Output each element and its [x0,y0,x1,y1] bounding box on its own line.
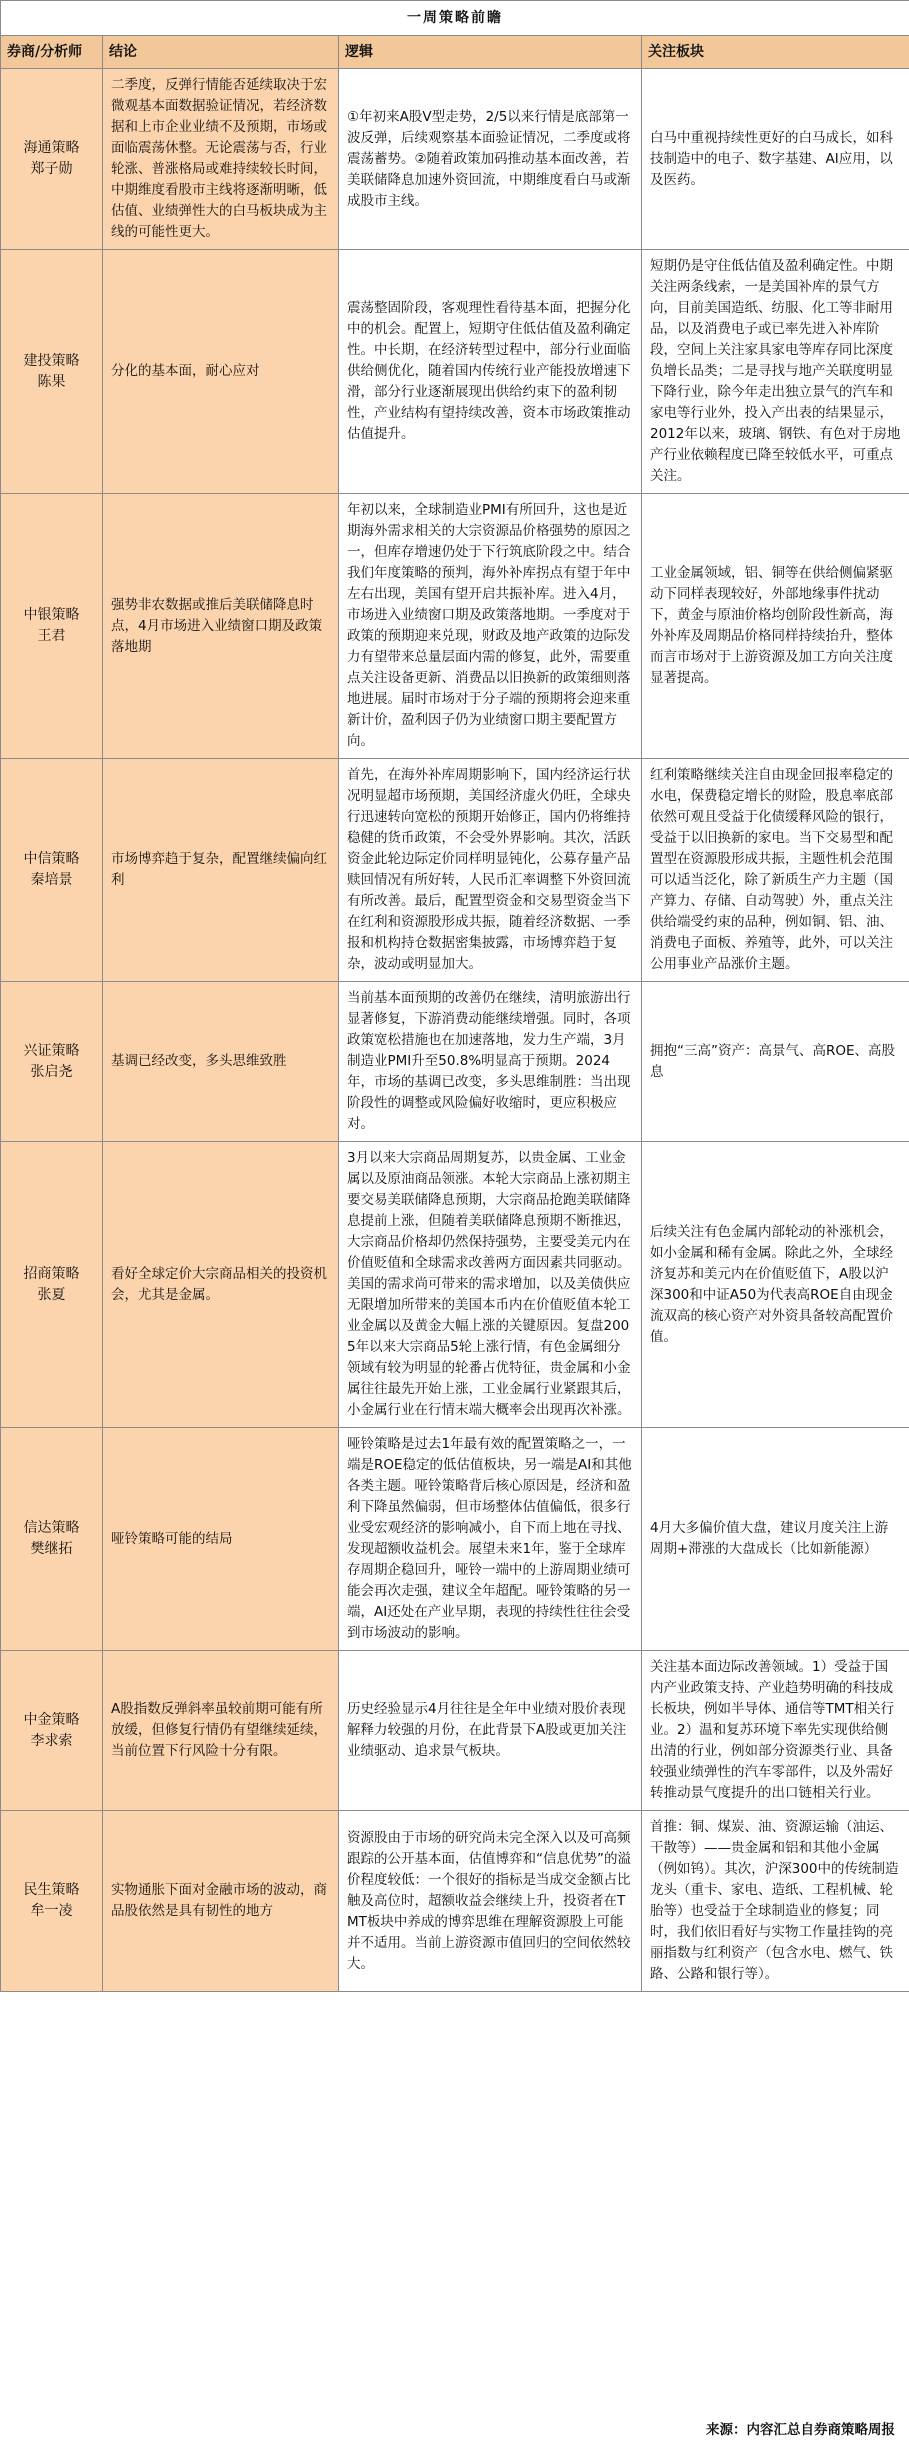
table-row [1,1142,909,1428]
conclusion-cell: A股指数反弹斜率虽较前期可能有所放缓，但修复行情仍有望继续延续，当前位置下行风险十分有限。 [103,1651,339,1811]
table-row [1,494,909,759]
broker-name: 建投策略 [23,352,80,369]
logic-cell: 3月以来大宗商品周期复苏，以贵金属、工业金属以及原油商品领涨。本轮大宗商品上涨初期主要交易美联储降息预期，大宗商品抢跑美联储降息提前上涨，但随着美联储降息预期不断推迟，大宗商品价格却仍然保持强势，主要受美元内在价值贬值和全球需求改善两方面因素共同驱动。美国的需求尚可带来的需求增加，以及美债供应无限增加所带来的美国本币内在价值贬值本轮工业金属以及黄金大幅上涨的关键原因。复盘2005年以来大宗商品5轮上涨行情，有色金属细分领域有较为明显的轮番占优特征，贵金属和小金属往往最先开始上涨，工业金属行业紧跟其后，小金属行业在行情末端大概率会出现再次补涨。 [339,1142,642,1428]
broker-cell [1,1811,103,1992]
table-title: 一周策略前瞻 [1,1,909,36]
analyst-name: 陈果 [37,373,66,390]
broker-cell [1,250,103,494]
header-logic: 逻辑 [339,36,642,69]
sectors-cell: 4月大多偏价值大盘，建议月度关注上游周期+滞涨的大盘成长（比如新能源） [642,1428,909,1651]
header-conclusion: 结论 [103,36,339,69]
logic-cell: ①年初来A股V型走势，2/5以来行情是底部第一波反弹，后续观察基本面验证情况，二季度或将震荡蓄势。②随着政策加码推动基本面改善，若美联储降息加速外资回流，中期维度看白马或渐成股市主线。 [339,69,642,250]
broker-name: 中金策略 [23,1711,80,1728]
table-row [1,1811,909,1992]
broker-name: 中银策略 [23,607,80,623]
table-header-row [1,36,909,69]
logic-cell: 当前基本面预期的改善仍在继续，清明旅游出行显著修复，下游消费动能继续增强。同时，各项政策宽松措施也在加速落地，发力生产端，3月制造业PMI升至50.8%明显高于预期。2024年，市场的基调已改变，多头思维制胜：当出现阶段性的调整或风险偏好收缩时，更应积极应对。 [339,982,642,1142]
logic-cell: 震荡整固阶段，客观理性看待基本面，把握分化中的机会。配置上，短期守住低估值及盈利确定性。中长期，在经济转型过程中，部分行业面临供给侧优化，随着国内传统行业产能投放增速下滑，部分行业逐渐展现出供给约束下的盈利韧性，产业结构有望持续改善，资本市场政策推动估值提升。 [339,250,642,494]
sectors-cell: 首推：铜、煤炭、油、资源运输（油运、干散等）——贵金属和铝和其他小金属（例如钨）。其次，沪深300中的传统制造龙头（重卡、家电、造纸、工程机械、轮胎等）也受益于全球制造业的修复；同时，我们依旧看好与实物工作量挂钩的亮丽指数与红利资产（包含水电、燃气、铁路、公路和银行等）。 [642,1811,909,1992]
broker-name: 海通策略 [23,140,80,156]
sectors-cell: 关注基本面边际改善领域。1）受益于国内产业政策支持、产业趋势明确的科技成长板块，例如半导体、通信等TMT相关行业。2）温和复苏环境下率先实现供给侧出清的行业，例如部分资源类行业、具备较强业绩弹性的汽车零部件，以及外需好转推动景气度提升的出口链相关行业。 [642,1651,909,1811]
table-title-row [1,1,909,36]
sectors-cell: 短期仍是守住低估值及盈利确定性。中期关注两条线索，一是美国补库的景气方向，目前美国造纸、纺服、化工等非耐用品，以及消费电子或已率先进入补库阶段，空间上关注家具家电等库存同比深度负增长品类；二是寻找与地产关联度明显下降行业，除今年走出独立景气的汽车和家电等行业外，投入产出表的结果显示，2012年以来，玻璃、钢铁、有色对于房地产行业依赖程度已降至较低水平，可重点关注。 [642,250,909,494]
broker-cell [1,759,103,982]
analyst-name: 牟一凌 [30,1903,73,1919]
broker-name: 招商策略 [23,1265,80,1282]
logic-cell: 历史经验显示4月往往是全年中业绩对股价表现解释力较强的月份，在此背景下A股或更加关注业绩驱动、追求景气板块。 [339,1651,642,1811]
analyst-name: 樊继拓 [30,1541,73,1557]
sectors-cell: 后续关注有色金属内部轮动的补涨机会，如小金属和稀有金属。除此之外，全球经济复苏和美元内在价值贬值下，A股以沪深300和中证A50为代表高ROE自由现金流双高的核心资产对外资具备较高配置价值。 [642,1142,909,1428]
table-row [1,1651,909,1811]
logic-cell: 哑铃策略是过去1年最有效的配置策略之一，一端是ROE稳定的低估值板块，另一端是AI和其他各类主题。哑铃策略背后核心原因是，经济和盈利下降虽然偏弱，但市场整体估值偏低，很多行业受宏观经济的影响减小，自下而上地在寻找、发现超额收益机会。展望未来1年，鉴于全球库存周期企稳回升，哑铃一端中的上游周期业绩可能会再次走强，建议全年超配。哑铃策略的另一端，AI还处在产业早期，表现的持续性往往会受到市场波动的影响。 [339,1428,642,1651]
header-sectors: 关注板块 [642,36,909,69]
conclusion-cell: 看好全球定价大宗商品相关的投资机会，尤其是金属。 [103,1142,339,1428]
table-row [1,759,909,982]
conclusion-cell: 分化的基本面，耐心应对 [103,250,339,494]
broker-name: 中信策略 [23,851,80,867]
conclusion-cell: 基调已经改变，多头思维致胜 [103,982,339,1142]
table-row [1,982,909,1142]
sectors-cell: 红利策略继续关注自由现金回报率稳定的水电，保费稳定增长的财险，股息率底部依然可观且受益于化债缓释风险的银行，受益于以旧换新的家电。当下交易型和配置型在资源股形成共振，主题性机会范围可以适当泛化，除了新质生产力主题（国产算力、存储、自动驾驶）外，重点关注供给端受约束的品种，例如铜、铝、油、消费电子面板、养殖等，此外，可以关注公用事业产品涨价主题。 [642,759,909,982]
logic-cell: 首先，在海外补库周期影响下，国内经济运行状况明显超市场预期，美国经济虚火仍旺，全球央行迅速转向宽松的预期开始修正，国内仍将维持稳健的货币政策，不会受外界影响。其次，活跃资金此轮边际定价同样明显钝化，公募存量产品赎回情况有所好转，人民币汇率调整下外资回流有所改善。最后，配置型资金和交易型资金当下在红利和资源股形成共振，随着经济数据、一季报和机构持仓数据密集披露，市场博弈趋于复杂，波动或明显加大。 [339,759,642,982]
sectors-cell: 工业金属领域，铝、铜等在供给侧偏紧驱动下同样表现较好，外部地缘事件扰动下，黄金与原油价格均创阶段性新高，海外补库及周期品价格同样持续抬升，整体而言市场对于上游资源及加工方向关注度显著提高。 [642,494,909,759]
logic-cell: 资源股由于市场的研究尚未完全深入以及可高频跟踪的公开基本面，估值博弈和“信息优势”的溢价程度较低：一个很好的指标是当成交金额占比触及高位时，超额收益会继续上升，投资者在TMT板块中养成的博弈思维在理解资源股上可能并不适用。当前上游资源市值回归的空间依然较大。 [339,1811,642,1992]
sectors-cell: 白马中重视持续性更好的白马成长，如科技制造中的电子、数字基建、AI应用，以及医药。 [642,69,909,250]
broker-cell [1,69,103,250]
broker-cell [1,1651,103,1811]
header-broker: 券商/分析师 [1,36,103,69]
analyst-name: 郑子勋 [30,161,73,177]
table-row [1,1428,909,1651]
broker-cell [1,1428,103,1651]
conclusion-cell: 二季度，反弹行情能否延续取决于宏微观基本面数据验证情况，若经济数据和上市企业业绩不及预期，市场或面临震荡休整。无论震荡与否，行业轮涨、普涨格局或难持续较长时间，中期维度看股市主线将逐渐明晰，低估值、业绩弹性大的白马板块成为主线的可能性更大。 [103,69,339,250]
source-note: 来源：内容汇总自券商策略周报 [706,2422,895,2438]
broker-name: 信达策略 [23,1520,80,1536]
analyst-name: 李求索 [30,1732,73,1749]
table-row [1,69,909,250]
analyst-name: 张夏 [37,1286,66,1303]
analyst-name: 王君 [37,628,66,644]
analyst-name: 秦培景 [30,872,73,888]
sectors-cell: 拥抱“三高”资产：高景气、高ROE、高股息 [642,982,909,1142]
conclusion-cell: 强势非农数据或推后美联储降息时点，4月市场进入业绩窗口期及政策落地期 [103,494,339,759]
conclusion-cell: 实物通胀下面对金融市场的波动，商品股依然是具有韧性的地方 [103,1811,339,1992]
conclusion-cell: 哑铃策略可能的结局 [103,1428,339,1651]
table-row [1,250,909,494]
broker-cell [1,982,103,1142]
broker-cell [1,494,103,759]
broker-name: 民生策略 [23,1882,80,1898]
broker-name: 兴证策略 [23,1042,80,1059]
analyst-name: 张启尧 [30,1063,73,1080]
broker-cell [1,1142,103,1428]
logic-cell: 年初以来，全球制造业PMI有所回升，这也是近期海外需求相关的大宗资源品价格强势的原因之一，但库存增速仍处于下行筑底阶段之中。结合我们年度策略的预判，海外补库拐点有望于年中左右出现，美国有望开启共振补库。进入4月，市场进入业绩窗口期及政策落地期。一季度对于政策的预期迎来兑现，财政及地产政策的边际发力有望带来总量层面内需的修复，此外，需要重点关注设备更新、消费品以旧换新的政策细则落地进展。届时市场对于分子端的预期将会迎来重新计价，盈利因子仍为业绩窗口期主要配置方向。 [339,494,642,759]
conclusion-cell: 市场博弈趋于复杂，配置继续偏向红利 [103,759,339,982]
